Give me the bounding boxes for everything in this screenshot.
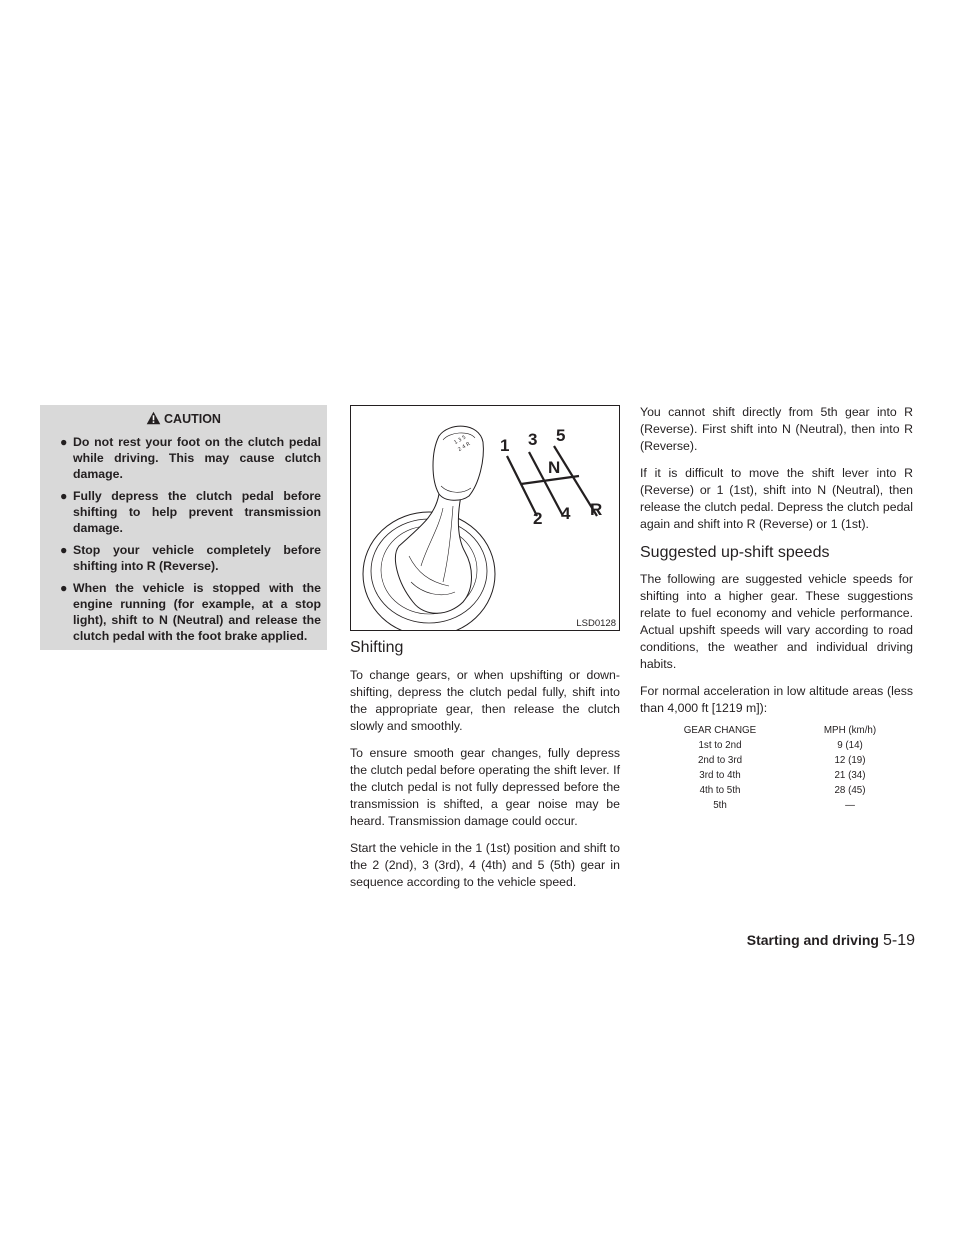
- caution-heading-text: CAUTION: [164, 412, 221, 426]
- table-header: MPH (km/h): [823, 725, 877, 736]
- gear-label-4: 4: [561, 504, 571, 523]
- gear-label-3: 3: [528, 430, 538, 449]
- page-footer: [735, 932, 915, 950]
- gear-label-5: 5: [556, 426, 566, 445]
- shifting-paragraph: To ensure smooth gear changes, fully depress the clutch pedal before operating the shift lever. If the clutch pedal is not fully depressed before the transmission is shifted, a gear noise may be heard. Transmission damage could occur.: [350, 746, 620, 828]
- table-row: [650, 798, 910, 813]
- table-row: [650, 768, 910, 783]
- upshift-heading: Suggested up-shift speeds: [640, 544, 830, 561]
- caution-item: ● Stop your vehicle completely before shifting into R (Reverse).: [60, 543, 321, 573]
- svg-text:2 4 R: 2 4 R: [457, 441, 472, 453]
- table-row: [650, 738, 910, 753]
- reverse-paragraph: You cannot shift directly from 5th gear into R (Reverse). First shift into N (Neutral), then into R (Reverse).: [640, 405, 913, 453]
- upshift-speed-table: [650, 723, 910, 813]
- table-cell: 4th to 5th: [699, 785, 741, 796]
- table-cell: 5th: [713, 800, 727, 811]
- upshift-paragraph: The following are suggested vehicle speeds for shifting into a higher gear. These suggestions relate to fuel economy and vehicle performance. Actual upshift speeds will vary according to road conditions, the weather and individual driving habits.: [640, 572, 913, 671]
- table-cell: 28 (45): [834, 785, 866, 796]
- table-row: [650, 783, 910, 798]
- figure-code: LSD0128: [576, 618, 616, 629]
- caution-item: ● Do not rest your foot on the clutch pedal while driving. This may cause clutch damage.: [60, 435, 321, 481]
- table-cell: 2nd to 3rd: [697, 755, 743, 766]
- bullet-icon: ●: [60, 543, 68, 557]
- table-cell: 1st to 2nd: [698, 740, 742, 751]
- caution-heading: [40, 411, 327, 428]
- footer-section-title: Starting and driving: [746, 932, 879, 948]
- shifting-paragraph: To change gears, or when upshifting or down-shifting, depress the clutch pedal fully, shift into the appropriate gear, then release the clutch slowly and smoothly.: [350, 668, 620, 733]
- table-cell: 9 (14): [837, 740, 863, 751]
- table-header-row: [650, 723, 910, 738]
- table-header: GEAR CHANGE: [683, 725, 757, 736]
- shifting-section: [350, 638, 620, 891]
- gear-shift-illustration: [351, 406, 619, 630]
- caution-list: [40, 434, 327, 650]
- gear-label-1: 1: [500, 436, 510, 455]
- table-cell: 3rd to 4th: [699, 770, 741, 781]
- reverse-label: R: [590, 500, 603, 519]
- caution-item: ● Fully depress the clutch pedal before shifting to help prevent transmission damage.: [60, 489, 321, 535]
- bullet-icon: ●: [60, 581, 68, 595]
- shifting-heading: Shifting: [350, 639, 404, 656]
- warning-icon: [146, 411, 161, 428]
- svg-text:1 3 5: 1 3 5: [453, 434, 468, 446]
- bullet-icon: ●: [60, 489, 68, 503]
- bullet-icon: ●: [60, 435, 68, 449]
- table-row: [650, 753, 910, 768]
- reverse-paragraph: If it is difficult to move the shift lever into R (Reverse) or 1 (1st), shift into N (Neutral), then release the clutch pedal. Depress the clutch pedal again and shift into R (Reverse) or 1 (1st).: [640, 466, 913, 531]
- gear-label-2: 2: [533, 509, 543, 528]
- table-cell: 12 (19): [834, 755, 866, 766]
- shift-pattern-figure: [350, 405, 620, 631]
- caution-item: ● When the vehicle is stopped with the engine running (for example, at a stop light), shift to N (Neutral) and release the clutch pedal with the foot brake applied.: [60, 581, 321, 643]
- caution-box: [40, 405, 327, 650]
- page-number: 5-19: [882, 932, 915, 949]
- upshift-paragraph: For normal acceleration in low altitude areas (less than 4,000 ft [1219 m]):: [640, 684, 913, 715]
- table-cell: 21 (34): [834, 770, 866, 781]
- neutral-label: N: [548, 458, 561, 477]
- shifting-paragraph: Start the vehicle in the 1 (1st) position and shift to the 2 (2nd), 3 (3rd), 4 (4th) and 5 (5th) gear in sequence according to the vehicle speed.: [350, 841, 620, 889]
- right-column: [640, 404, 913, 813]
- table-cell: —: [845, 800, 855, 811]
